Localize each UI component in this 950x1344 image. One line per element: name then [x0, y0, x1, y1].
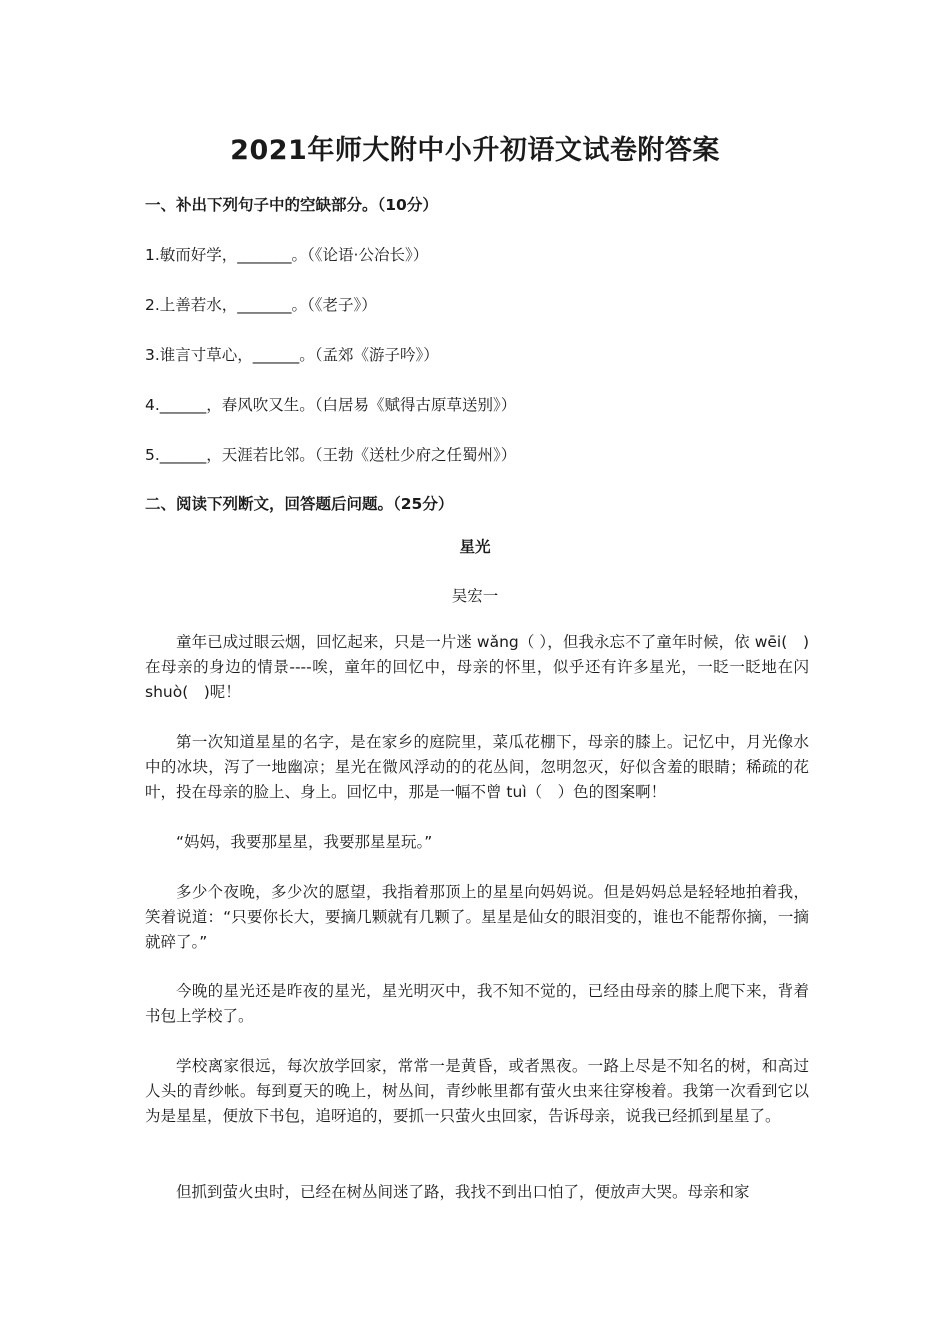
question-item: 1.敏而好学，_______。（《论语·公冶长》） — [145, 246, 429, 264]
article-paragraph: “妈妈，我要那星星，我要那星星玩。” — [176, 833, 433, 851]
article-paragraph: 学校离家很远，每次放学回家，常常一是黄昏，或者黑夜。一路上尽是不知名的树，和高过人头的青纱帐。每到夏天的晚上，树丛间，青纱帐里都有萤火虫来往穿梭着。我第一次看到它以为是星星，便放下书包，追呀追的，要抓一只萤火虫回家，告诉母亲，说我已经抓到星星了。 — [145, 1057, 809, 1125]
article-paragraph: 童年已成过眼云烟，回忆起来，只是一片迷 wǎng（ ），但我永忘不了童年时候，依 wēi( )在母亲的身边的情景----唉，童年的回忆中，母亲的怀里，似乎还有许多星光，一眨一眨地在闪 shuò( )呢！ — [145, 633, 809, 701]
article-paragraph: 但抓到萤火虫时，已经在树丛间迷了路，我找不到出口怕了，便放声大哭。母亲和家 — [176, 1183, 750, 1201]
page-title: 2021年师大附中小升初语文试卷附答案 — [230, 135, 720, 166]
article-paragraph: 第一次知道星星的名字，是在家乡的庭院里，菜瓜花棚下，母亲的膝上。记忆中，月光像水中的冰块，泻了一地幽凉；星光在微风浮动的的花丛间，忽明忽灭，好似含羞的眼睛；稀疏的花叶，投在母亲的脸上、身上。回忆中，那是一幅不曾 tuì（ ）色的图案啊！ — [145, 733, 809, 801]
article-author: 吴宏一 — [451, 587, 499, 605]
article-paragraph: 今晚的星光还是昨夜的星光，星光明灭中，我不知不觉的，已经由母亲的膝上爬下来，背着书包上学校了。 — [145, 982, 809, 1025]
question-item: 3.谁言寸草心，______。（孟郊《游子吟》） — [145, 346, 439, 364]
section-2-heading: 二、阅读下列断文，回答题后问题。（25分） — [145, 495, 454, 513]
article-paragraph: 多少个夜晚，多少次的愿望，我指着那顶上的星星向妈妈说。但是妈妈总是轻轻地拍着我，笑着说道：“只要你长大，要摘几颗就有几颗了。星星是仙女的眼泪变的，谁也不能帮你摘，一摘就碎了。” — [145, 883, 809, 951]
section-1-heading: 一、补出下列句子中的空缺部分。（10分） — [145, 196, 438, 214]
question-item: 2.上善若水，_______。（《老子》） — [145, 296, 377, 314]
article-title: 星光 — [459, 538, 491, 556]
question-item: 4.______，春风吹又生。（白居易《赋得古原草送别》） — [145, 396, 517, 414]
question-item: 5.______，天涯若比邻。（王勃《送杜少府之任蜀州》） — [145, 446, 517, 464]
